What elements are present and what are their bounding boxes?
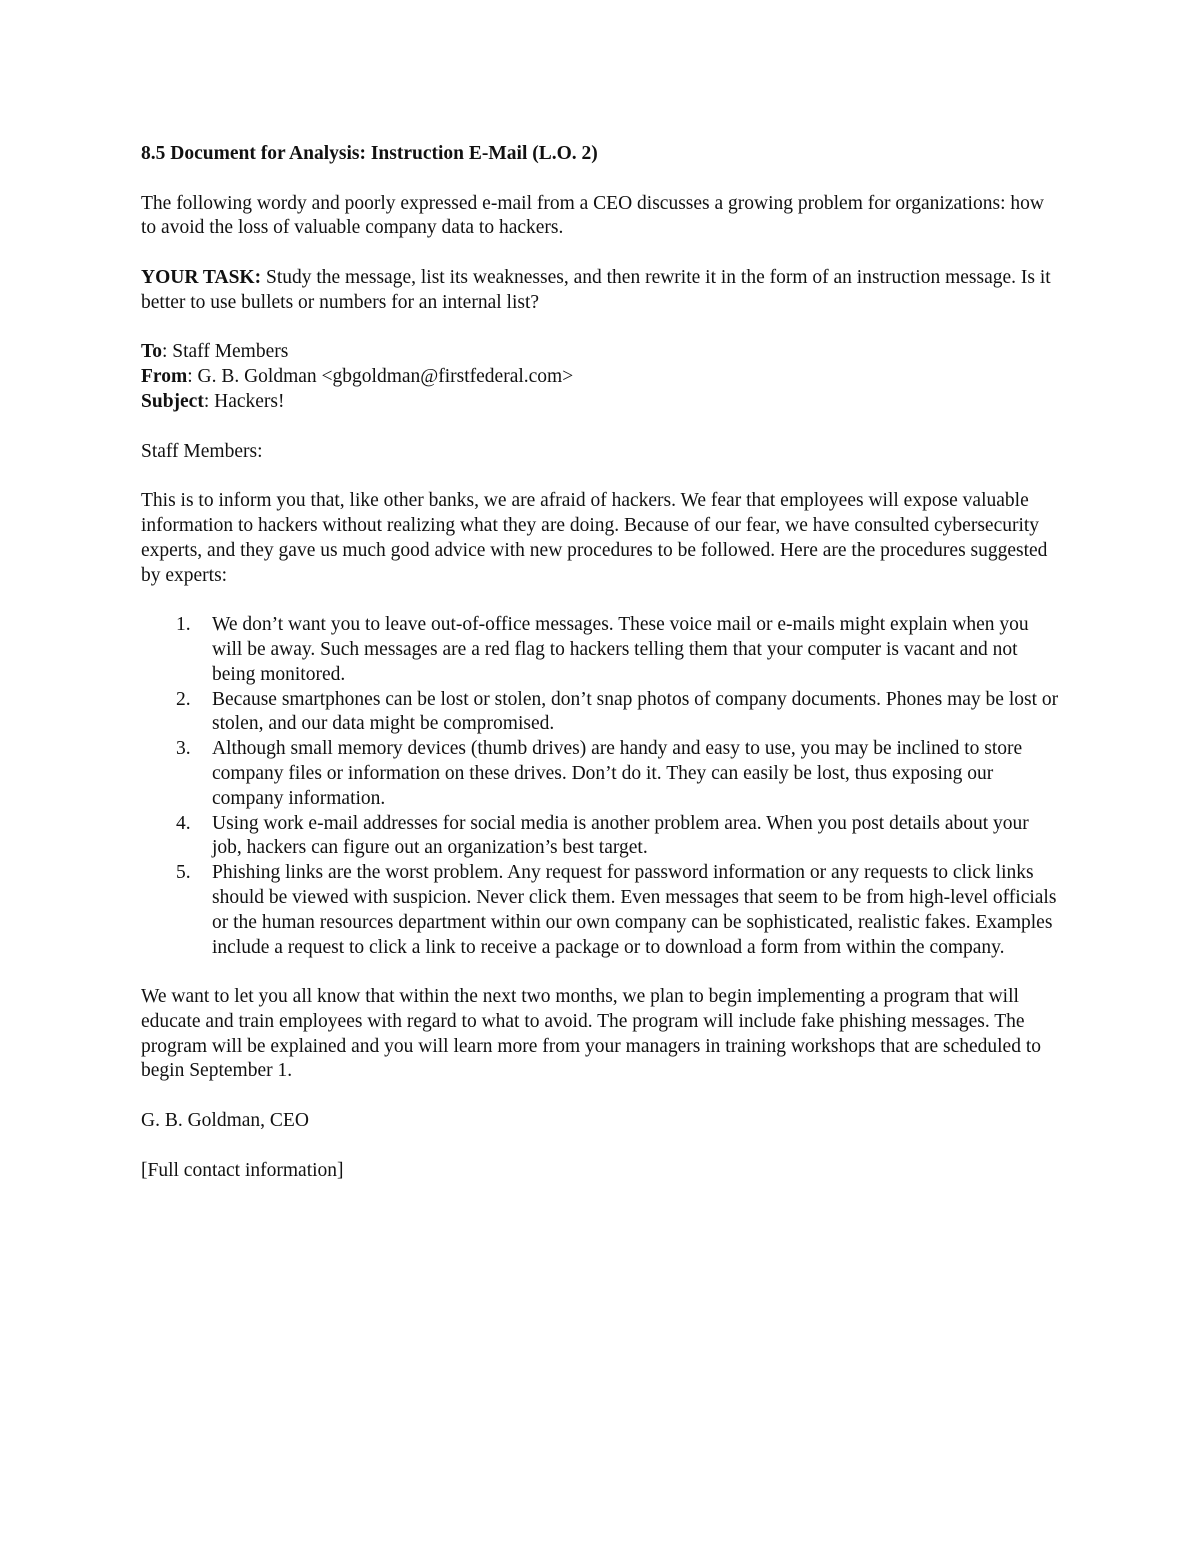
list-item-number: 4. [176, 812, 191, 834]
list-item [141, 613, 1061, 687]
document-page [141, 142, 1061, 1208]
list-item-text: Phishing links are the worst problem. Any request for password information or any requests to click links should be viewed with suspicion. Never click them. Even messages that seem to be from high-level officials or the human resources department within our own company can be sophisticated, realistic fakes. Examples include a request to click a link to receive a package or to download a form from within the company. [212, 862, 1057, 958]
email-to-label: To [141, 341, 162, 363]
list-item-text: Using work e-mail addresses for social media is another problem area. When you post details about your job, hackers can figure out an organization’s best target. [212, 812, 1029, 859]
salutation: Staff Members: [141, 440, 263, 462]
procedures-list [141, 613, 1061, 960]
email-subject-label: Subject [141, 390, 204, 412]
email-subject-value: : Hackers! [203, 390, 285, 412]
email-subject-line [141, 390, 1061, 415]
email-header [141, 340, 1061, 414]
list-item [141, 861, 1061, 960]
body-paragraph-2: We want to let you all know that within the next two months, we plan to begin implementing a program that will educate and train employees with regard to what to avoid. The program will include fake phishing messages. The program will be explained and you will learn more from your managers in training workshops that are scheduled to begin September 1. [141, 986, 1041, 1082]
list-item-number: 5. [176, 862, 191, 884]
contact-placeholder: [Full contact information] [141, 1159, 344, 1181]
list-item-number: 2. [176, 688, 191, 710]
list-item-text: We don’t want you to leave out-of-office messages. These voice mail or e-mails might explain when you will be away. Such messages are a red flag to hackers telling them that your computer is vacant and not being monitored. [212, 614, 1029, 685]
list-item-number: 3. [176, 738, 191, 760]
document-title: 8.5 Document for Analysis: Instruction E-Mail (L.O. 2) [141, 143, 598, 164]
intro-paragraph: The following wordy and poorly expressed e-mail from a CEO discusses a growing problem for organizations: how to avoid the loss of valuable company data to hackers. [141, 192, 1044, 239]
email-from-label: From [141, 366, 188, 388]
body-paragraph-1: This is to inform you that, like other banks, we are afraid of hackers. We fear that employees will expose valuable information to hackers without realizing what they are doing. Because of our fear, we have consulted cybersecurity experts, and they gave us much good advice with new procedures to be followed. Here are the procedures suggested by experts: [141, 490, 1048, 586]
task-text: Study the message, list its weaknesses, and then rewrite it in the form of an instruction message. Is it better to use bullets or numbers for an internal list? [141, 266, 1051, 313]
task-label: YOUR TASK: [141, 266, 262, 288]
task-paragraph [141, 266, 1061, 316]
email-to-value: : Staff Members [161, 341, 289, 363]
list-item-text: Although small memory devices (thumb drives) are handy and easy to use, you may be inclined to store company files or information on these drives. Don’t do it. They can easily be lost, thus exposing our company information. [212, 738, 1023, 809]
list-item [141, 737, 1061, 811]
email-from-value: : G. B. Goldman <gbgoldman@firstfederal.com> [187, 366, 574, 388]
list-item [141, 688, 1061, 738]
list-item-number: 1. [176, 614, 191, 636]
email-from-line [141, 365, 1061, 390]
email-to-line [141, 340, 1061, 365]
signature: G. B. Goldman, CEO [141, 1110, 309, 1132]
list-item [141, 812, 1061, 862]
list-item-text: Because smartphones can be lost or stolen, don’t snap photos of company documents. Phones may be lost or stolen, and our data might be compromised. [212, 688, 1059, 735]
